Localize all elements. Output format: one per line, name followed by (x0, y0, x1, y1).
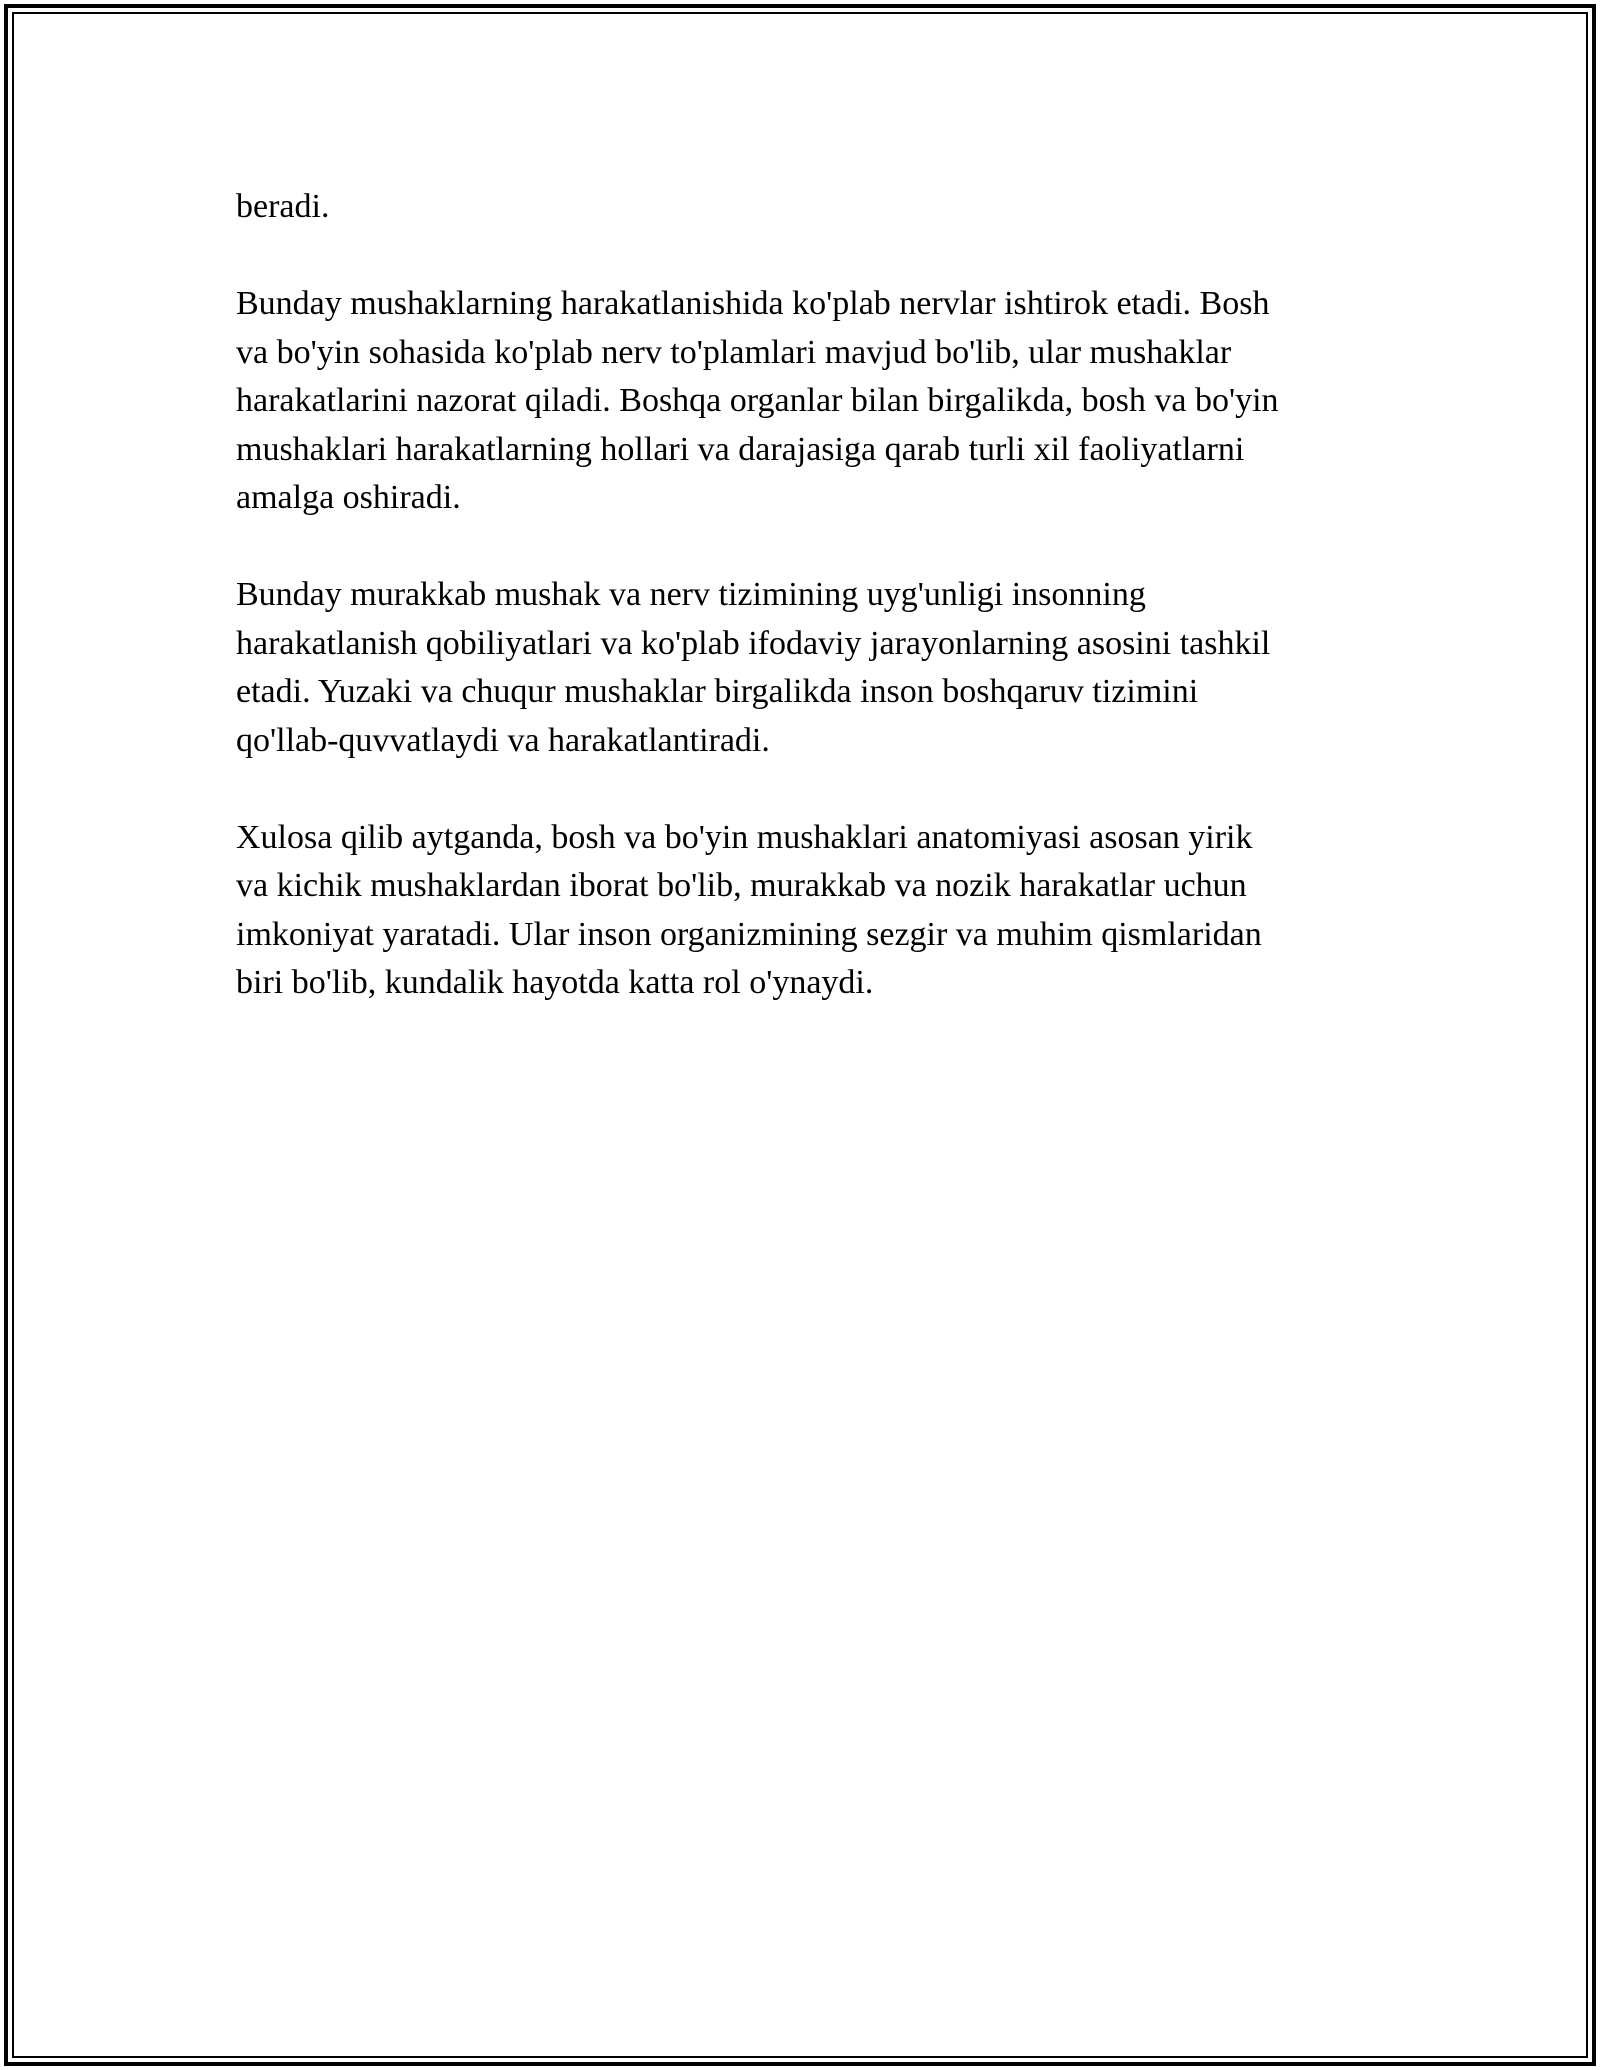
paragraph-continuation: beradi. (236, 188, 330, 225)
page-content (236, 183, 1376, 1056)
paragraph-coordination: Bunday murakkab mushak va nerv tizimining uyg'unligi insonning harakatlanish qobiliyatlari va ko'plab ifodaviy jarayonlarning asosini tashkil etadi. Yuzaki va chuqur mushaklar birgalikda inson boshqaruv tizimini qo'llab-quvvatlaydi va harakatlantiradi. (236, 576, 1271, 759)
paragraph-nerves: Bunday mushaklarning harakatlanishida ko'plab nervlar ishtirok etadi. Bosh va bo'yin sohasida ko'plab nerv to'plamlari mavjud bo'lib, ular mushaklar harakatlarini nazorat qiladi. Boshqa organlar bilan birgalikda, bosh va bo'yin mushaklari harakatlarning hollari va darajasiga qarab turli xil faoliyatlarni amalga oshiradi. (236, 285, 1279, 516)
paragraph-conclusion: Xulosa qilib aytganda, bosh va bo'yin mushaklari anatomiyasi asosan yirik va kichik mushaklardan iborat bo'lib, murakkab va nozik harakatlar uchun imkoniyat yaratadi. Ular inson organizmining sezgir va muhim qismlaridan biri bo'lib, kundalik hayotda katta rol o'ynaydi. (236, 818, 1262, 1001)
